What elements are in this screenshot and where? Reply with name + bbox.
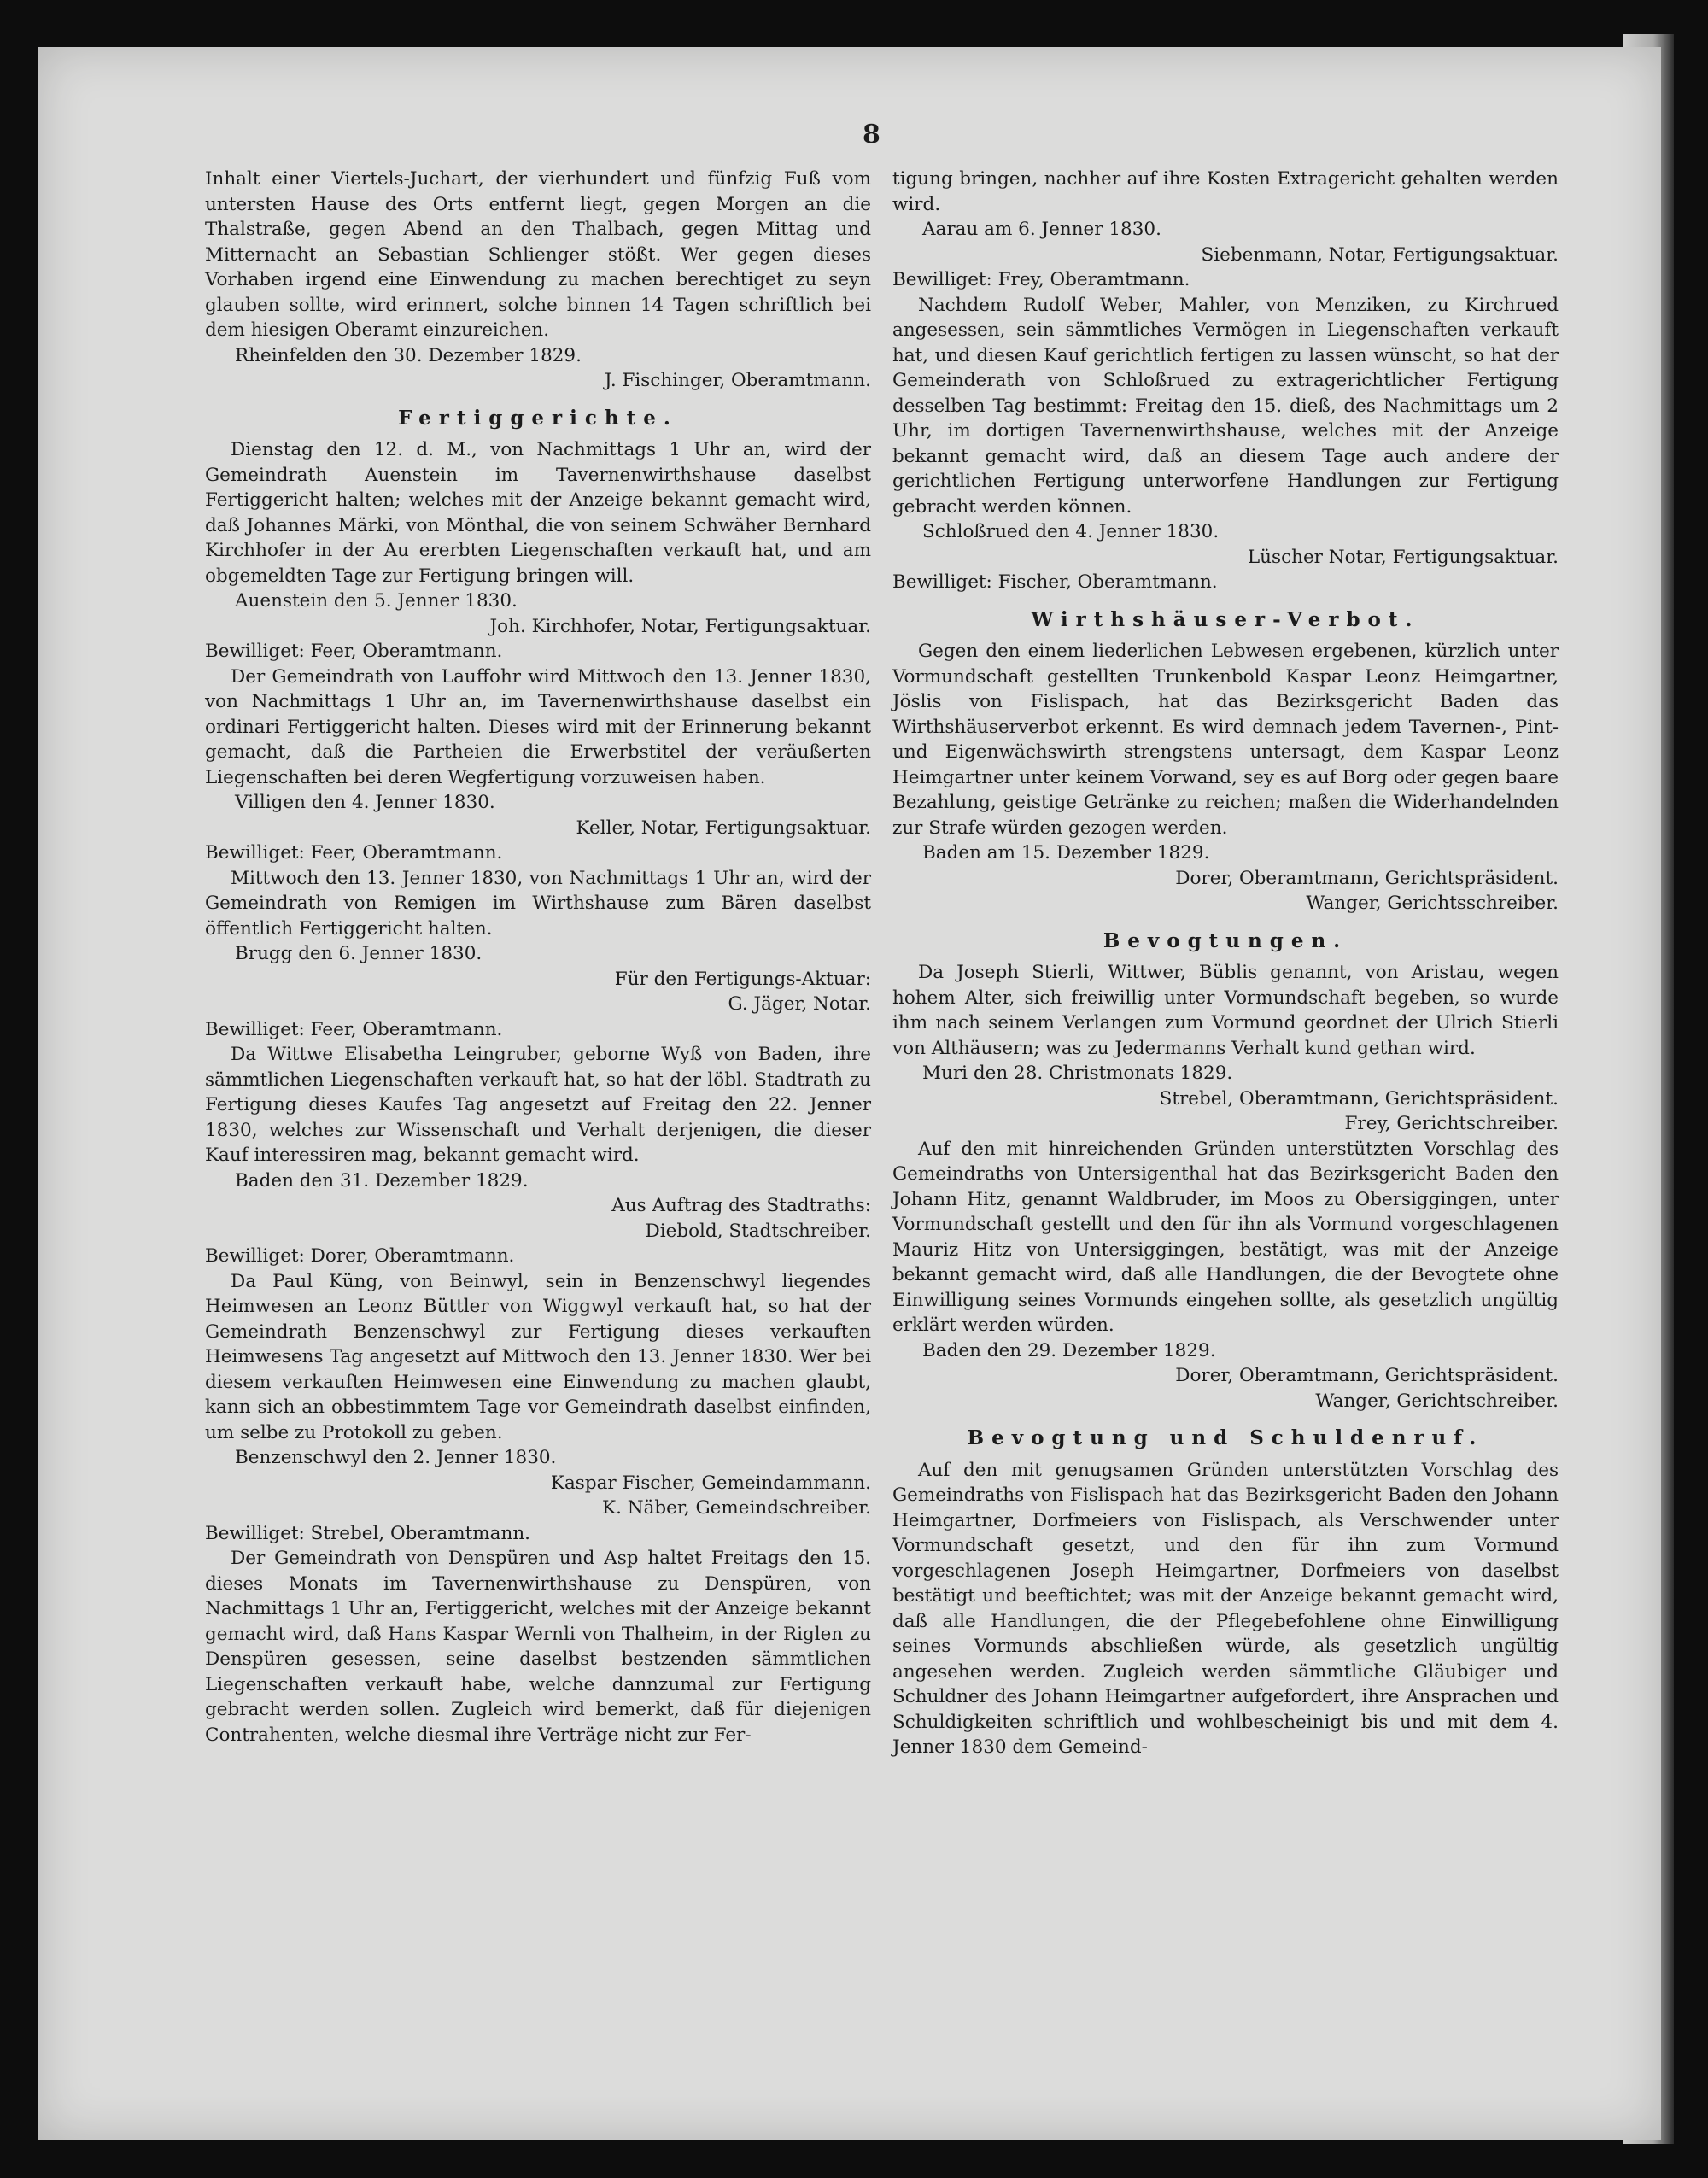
notice-date: Baden den 31. Dezember 1829. [235, 1169, 529, 1191]
section-heading-bevogtung-schuldenruf: Bevogtung und Schuldenruf. [967, 1426, 1484, 1449]
notice-signature: Joh. Kirchhofer, Notar, Fertigungsaktuar. [489, 615, 871, 637]
notice-approval: Bewilliget: Feer, Oberamtmann. [205, 842, 503, 864]
notice-signature: Siebenmann, Notar, Fertigungsaktuar. [1201, 243, 1559, 266]
notice-paragraph: Auf den mit genugsamen Gründen unterstützten Vorschlag des Gemeindraths von Fislispach hat das Bezirksgericht Baden den Johann Heimgartner, Dorfmeiers von Fislispach, als Verschwender unter Vormundschaft gesetzt, und den für ihn zum Vormund vorgeschlagenen Joseph Heimgartner, Dorfmeiers von daselbst bestätigt und beeftichtet; was mit der Anzeige bekannt gemacht wird, daß alle Handlungen, die der Pflegebefohlene ohne Einwilligung seines Vormunds abschließen würde, als gesetzlich ungültig angesehen werden. Zugleich werden sämmtliche Gläubiger und Schuldner des Johann Heimgartner aufgefordert, ihre Ansprachen und Schuldigkeiten schriftlich und wohlbescheinigt bis und mit dem 4. Jenner 1830 dem Gemeind- [892, 1459, 1559, 1758]
notice-signature: Aus Auftrag des Stadtraths: [611, 1195, 871, 1216]
notice-paragraph: Da Wittwe Elisabetha Leingruber, geborne Wyß von Baden, ihre sämmtlichen Liegenschaften verkauft hat, so hat der löbl. Stadtrath zu Fertigung dieses Kaufes Tag angesetzt auf Freitag den 22. Jenner 1830, welches zur Wissenschaft und Verhalt derjenigen, die dieser Kauf interessiren mag, bekannt gemacht wird. [205, 1044, 871, 1166]
notice-signature: Kaspar Fischer, Gemeindammann. [550, 1472, 871, 1494]
notice-signature: Wanger, Gerichtsschreiber. [1306, 893, 1559, 914]
notice-paragraph: Da Paul Küng, von Beinwyl, sein in Benzenschwyl liegendes Heimwesen an Leonz Büttler von Wiggwyl verkauft hat, so hat der Gemeindrath Benzenschwyl zur Fertigung dieses verkauften Heimwesens Tag angesetzt auf Mittwoch den 13. Jenner 1830. Wer bei diesem verkauften Heimwesen eine Einwendung zu machen glaubt, kann sich an obbestimmtem Tage vor Gemeindrath daselbst einfinden, um selbe zu Protokoll zu geben. [205, 1270, 871, 1443]
notice-approval: Bewilliget: Frey, Oberamtmann. [892, 269, 1190, 290]
notice-paragraph: Mittwoch den 13. Jenner 1830, von Nachmittags 1 Uhr an, wird der Gemeindrath von Remigen im Wirthshause zum Bären daselbst öffentlich Fertiggericht halten. [205, 867, 871, 940]
notice-signature: Diebold, Stadtschreiber. [645, 1220, 871, 1242]
notice-paragraph: Der Gemeindrath von Denspüren und Asp haltet Freitags den 15. dieses Monats im Tavernenwirthshause zu Denspüren, von Nachmittags 1 Uhr an, Fertiggericht, welches mit der Anzeige bekannt gemacht wird, daß Hans Kaspar Wernli von Thalheim, in der Riglen zu Denspüren gesessen, seine daselbst bestzenden sämmtlichen Liegenschaften verkauft habe, welche dannzumal zur Fertigung gebracht werden sollen. Zugleich wird bemerkt, daß für diejenigen Contrahenten, welche diesmal ihre Verträge nicht zur Fer- [205, 1548, 871, 1746]
notice-paragraph: Nachdem Rudolf Weber, Mahler, von Menziken, zu Kirchrued angesessen, sein sämmtliches Vermögen in Liegenschaften verkauft hat, und diesen Kauf gerichtlich fertigen zu lassen wünscht, so hat der Gemeinderath von Schloßrued zu extragerichtlicher Fertigung desselben Tag bestimmt: Freitag den 15. dieß, des Nachmittags um 2 Uhr, im dortigen Tavernenwirthshause, welches mit der Anzeige bekannt gemacht wird, daß an diesem Tage auch andere der gerichtlichen Fertigung unterworfene Handlungen zur Fertigung gebracht werden können. [892, 294, 1559, 518]
notice-date: Villigen den 4. Jenner 1830. [235, 792, 495, 813]
notice-approval: Bewilliget: Feer, Oberamtmann. [205, 1018, 503, 1040]
notice-approval: Bewilliget: Dorer, Oberamtmann. [205, 1245, 515, 1267]
section-heading-fertiggerichte: Fertiggerichte. [398, 406, 678, 430]
notice-date: Brugg den 6. Jenner 1830. [235, 943, 483, 964]
notice-signature: K. Näber, Gemeindschreiber. [602, 1497, 871, 1519]
notice-date: Schloßrued den 4. Jenner 1830. [922, 521, 1220, 542]
notice-paragraph: Der Gemeindrath von Lauffohr wird Mittwoch den 13. Jenner 1830, von Nachmittags 1 Uhr an, im Tavernenwirthshause daselbst ein ordinari Fertiggericht halten. Dieses wird mit der Erinnerung bekannt gemacht, daß die Partheien die Erwerbstitel der veräußerten Liegenschaften bei deren Wegfertigung vorzuweisen haben. [205, 665, 871, 788]
notice-date: Muri den 28. Christmonats 1829. [922, 1063, 1233, 1084]
notice-signature: Lüscher Notar, Fertigungsaktuar. [1247, 546, 1559, 568]
notice-signature: Strebel, Oberamtmann, Gerichtspräsident. [1159, 1087, 1559, 1109]
left-column [205, 167, 871, 1748]
page-number: 8 [863, 120, 880, 149]
notice-signature: Für den Fertigungs-Aktuar: [614, 968, 871, 990]
notice-date: Baden den 29. Dezember 1829. [922, 1339, 1216, 1361]
notice-paragraph: Da Joseph Stierli, Wittwer, Büblis genannt, von Aristau, wegen hohem Alter, sich freiwillig unter Vormundschaft begeben, so wurde ihm nach seinem Verlangen zum Vormund geordnet der Ulrich Stierli von Althäusern; was zu Jedermanns Verhalt kund gethan wird. [892, 962, 1559, 1059]
notice-paragraph: Auf den mit hinreichenden Gründen unterstützten Vorschlag des Gemeindraths von Untersigenthal hat das Bezirksgericht Baden den Johann Hitz, genannt Waldbruder, im Moos zu Obersiggingen, unter Vormundschaft gestellt und den für ihn als Vormund vorgeschlagenen Mauriz Hitz von Untersiggingen, bestätigt, was mit der Anzeige bekannt gemacht wird, daß alle Handlungen, die der Bevogtete ohne Einwilligung seines Vormunds eingehen sollte, als gesetzlich ungültig erklärt werden würden. [892, 1138, 1559, 1336]
right-column [892, 167, 1559, 1760]
notice-signature: J. Fischinger, Oberamtmann. [604, 370, 871, 391]
notice-date: Auenstein den 5. Jenner 1830. [235, 590, 518, 612]
notice-signature: Keller, Notar, Fertigungsaktuar. [576, 817, 871, 839]
notice-paragraph: Gegen den einem liederlichen Lebwesen ergebenen, kürzlich unter Vormundschaft gestellten Trunkenbold Kaspar Leonz Heimgartner, Jöslis von Fislispach, hat das Bezirksgericht Baden das Wirthshäuserverbot erkennt. Es wird demnach jedem Tavernen-, Pint- und Eigenwächswirth strengstens untersagt, dem Kaspar Leonz Heimgartner unter keinem Vorwand, sey es auf Borg oder gegen baare Bezahlung, geistige Getränke zu reichen; maßen die Widerhandelnden zur Strafe würden gezogen werden. [892, 641, 1559, 839]
section-heading-bevogtungen: Bevogtungen. [1103, 928, 1348, 952]
notice-signature: Dorer, Oberamtmann, Gerichtspräsident. [1175, 867, 1559, 889]
notice-signature: Dorer, Oberamtmann, Gerichtspräsident. [1175, 1365, 1559, 1386]
notice-date: Baden am 15. Dezember 1829. [922, 842, 1210, 864]
notice-approval: Bewilliget: Feer, Oberamtmann. [205, 641, 503, 662]
notice-signature: Frey, Gerichtschreiber. [1344, 1113, 1559, 1134]
notice-signature: Wanger, Gerichtschreiber. [1315, 1390, 1559, 1412]
notice-date: Rheinfelden den 30. Dezember 1829. [235, 344, 582, 366]
notice-date: Aarau am 6. Jenner 1830. [922, 219, 1161, 240]
notice-paragraph: tigung bringen, nachher auf ihre Kosten Extragericht gehalten werden wird. [892, 168, 1559, 215]
notice-paragraph: Inhalt einer Viertels-Juchart, der vierhundert und fünfzig Fuß vom untersten Hause des Orts entfernt liegt, gegen Morgen an die Thalstraße, gegen Abend an den Thalbach, gegen Mittag und Mitternacht an Sebastian Schlienger stößt. Wer gegen dieses Vorhaben irgend eine Einwendung zu machen berechtiget zu seyn glauben sollte, wird erinnert, solche binnen 14 Tagen schriftlich bei dem hiesigen Oberamt einzureichen. [205, 168, 871, 341]
notice-paragraph: Dienstag den 12. d. M., von Nachmittags 1 Uhr an, wird der Gemeindrath Auenstein im Tavernenwirthshause daselbst Fertiggericht halten; welches mit der Anzeige bekannt gemacht wird, daß Johannes Märki, von Mönthal, die von seinem Schwäher Bernhard Kirchhofer in der Au ererbten Liegenschaften verkauft hat, und am obgemeldten Tage zur Fertigung bringen will. [205, 439, 871, 587]
section-heading-wirthshaeuser-verbot: Wirthshäuser-Verbot. [1031, 607, 1420, 631]
notice-approval: Bewilliget: Strebel, Oberamtmann. [205, 1522, 531, 1544]
notice-signature: G. Jäger, Notar. [728, 993, 871, 1015]
notice-date: Benzenschwyl den 2. Jenner 1830. [235, 1447, 557, 1468]
notice-approval: Bewilliget: Fischer, Oberamtmann. [892, 571, 1218, 593]
